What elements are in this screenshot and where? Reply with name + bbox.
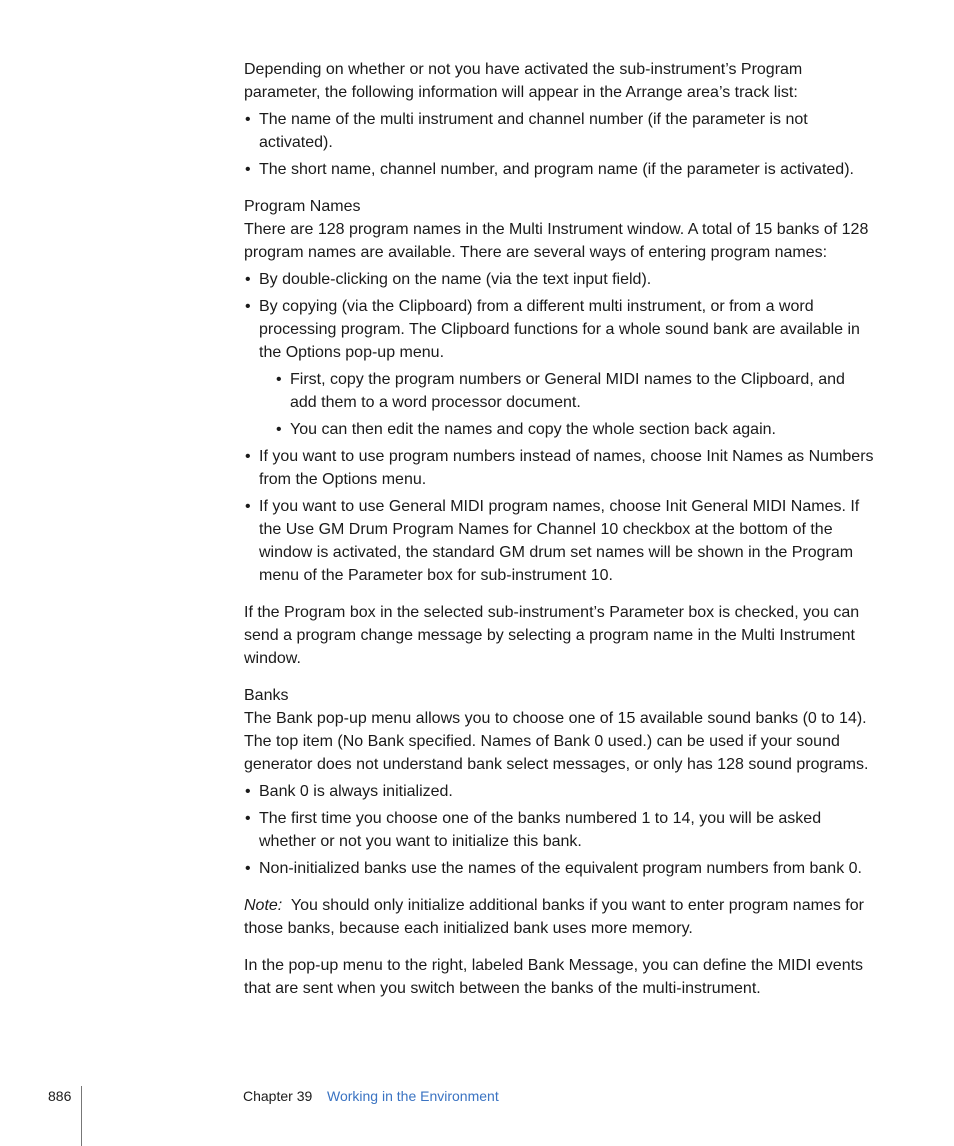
note-label: Note: [244, 897, 283, 914]
program-box-paragraph: If the Program box in the selected sub-instrument’s Parameter box is checked, you can send a program change message by selecting a program name in the Multi Instrument window. [244, 604, 860, 667]
page-content [244, 58, 874, 1000]
note-text: You should only initialize additional banks if you want to enter program names for those banks, because each initialized bank uses more memory. [244, 897, 864, 937]
bank-message-paragraph: In the pop-up menu to the right, labeled Bank Message, you can define the MIDI events that are sent when you switch between the banks of the multi-instrument. [244, 957, 864, 997]
banks-paragraph: The Bank pop-up menu allows you to choose one of 15 available sound banks (0 to 14). The top item (No Bank specified. Names of Bank 0 used.) can be used if your sound generator does not understand bank select messages, or only has 128 sound programs. [244, 710, 869, 773]
list-item: • First, copy the program numbers or General MIDI names to the Clipboard, and add them to a word processor document. [275, 368, 874, 414]
list-item: • The short name, channel number, and program name (if the parameter is activated). [244, 158, 874, 181]
page-number: 886 [48, 1088, 72, 1104]
banks-heading: Banks [244, 687, 289, 704]
intro-paragraph: Depending on whether or not you have activated the sub-instrument’s Program parameter, the following information will appear in the Arrange area’s track list: [244, 61, 803, 101]
chapter-label: Chapter 39 [243, 1088, 313, 1104]
list-item: • The first time you choose one of the banks numbered 1 to 14, you will be asked whether or not you want to initialize this bank. [244, 807, 874, 853]
program-names-paragraph: There are 128 program names in the Multi Instrument window. A total of 15 banks of 128 program names are available. There are several ways of entering program names: [244, 221, 869, 261]
list-item: • You can then edit the names and copy the whole section back again. [275, 418, 874, 441]
banks-bullet-list [244, 780, 874, 880]
list-item: • Bank 0 is always initialized. [244, 780, 874, 803]
list-item [244, 295, 874, 441]
list-item: • The name of the multi instrument and channel number (if the parameter is not activated). [244, 108, 874, 154]
list-item-text: By copying (via the Clipboard) from a different multi instrument, or from a word processing program. The Clipboard functions for a whole sound bank are available in the Options pop-up menu. [259, 298, 860, 361]
list-item: • If you want to use General MIDI program names, choose Init General MIDI Names. If the Use GM Drum Program Names for Channel 10 checkbox at the bottom of the window is activated, the standard GM drum set names will be shown in the Program menu of the Parameter box for sub-instrument 10. [244, 495, 874, 587]
program-names-bullet-list [244, 268, 874, 587]
page-footer [0, 1086, 954, 1116]
nested-bullet-list [275, 368, 874, 441]
program-names-heading: Program Names [244, 198, 361, 215]
list-item: • By double-clicking on the name (via the text input field). [244, 268, 874, 291]
intro-bullet-list [244, 108, 874, 181]
footer-divider [81, 1086, 82, 1146]
chapter-title-link[interactable]: Working in the Environment [327, 1088, 499, 1104]
list-item: • Non-initialized banks use the names of the equivalent program numbers from bank 0. [244, 857, 874, 880]
list-item: • If you want to use program numbers instead of names, choose Init Names as Numbers from the Options menu. [244, 445, 874, 491]
note-paragraph [244, 894, 874, 940]
